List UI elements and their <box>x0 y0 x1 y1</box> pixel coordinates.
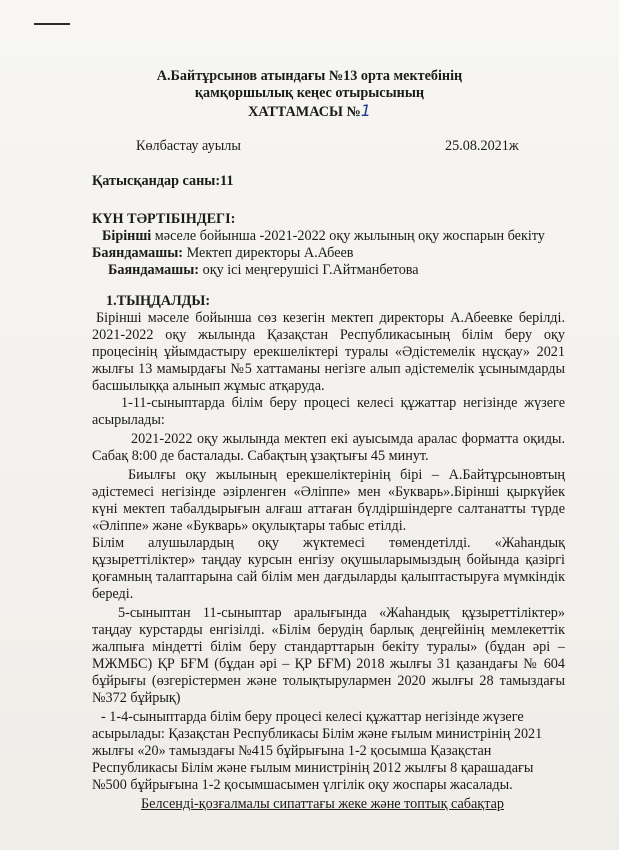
body-line: Сабақ 8:00 де басталады. Сабақтың ұзақтығы 45 минут. <box>92 448 429 464</box>
agenda-title: КҮН ТӘРТІБІНДЕГІ: <box>92 211 236 227</box>
body-line: 1-11-сыныптарда білім беру процесі келесі құжаттар негізінде жүзеге <box>121 395 565 411</box>
body-line: Бірінші мәселе бойынша сөз кезегін мектеп директоры А.Абеевке берілді. <box>96 310 565 326</box>
body-line: 2021-2022 оқу жылында Қазақстан Республикасының білім беру оқу <box>92 327 565 343</box>
body-line: Республикасы Білім және ғылым министрінің 2012 жылғы 8 қарашадағы <box>92 760 534 776</box>
body-line: 5-сыныптан 11-сыныптар аралығында «Жаһандық құзыреттіліктер» <box>118 605 565 621</box>
header-council: қамқоршылық кеңес отырысының <box>194 85 425 101</box>
body-line: «Әліппе» және «Букварь» оқулықтары табыс етілді. <box>92 518 407 534</box>
body-line: құзыреттіліктер» таңдау курсын енгізу оқушыларымыздың бойында қазіргі <box>92 552 565 568</box>
body-line: асырылады: <box>92 412 165 428</box>
agenda-item-1-text: мәселе бойынша -2021-2022 оқу жылының оқу жоспарын бекіту <box>151 228 545 244</box>
agenda-item-1 <box>102 228 545 245</box>
header-school-name: А.Байтұрсынов атындағы №13 орта мектебінің <box>156 68 463 84</box>
body-line: жылғы «20» тамыздағы №415 бұйрығына 1-2 қосымша Қазақстан <box>92 743 492 759</box>
speaker-2 <box>108 262 419 279</box>
body-line: күні мектеп табалдырығын алғаш аттаған бүлдіршіндерге салтанатты түрде <box>92 501 565 517</box>
body-line: бұйрығы (өзгерістермен және толықтырулармен 2020 жылғы 28 тамыздағы <box>92 673 565 689</box>
body-line: процесінің ұйымдастыру ерекшеліктері туралы «Әдістемелік нұсқау» 2021 <box>92 344 565 360</box>
body-line: МЖМБС) ҚР БҒМ (бұдан әрі – ҚР БҒМ) 2018 жылғы 31 қазандағы № 604 <box>92 656 565 672</box>
pen-mark <box>34 23 70 25</box>
body-line: береді. <box>92 586 134 602</box>
handwritten-number: 1 <box>360 101 371 120</box>
speaker-1 <box>92 245 354 262</box>
participants: Қатысқандар саны:11 <box>92 173 234 189</box>
speaker-2-label: Баяндамашы: <box>108 262 200 278</box>
body-line: таңдау курстарды енгізілді. «Білім берудің барлық деңгейінің мемлекеттік <box>92 622 565 638</box>
body-line: 2021-2022 оқу жылында мектеп екі ауысымда аралас форматта оқиды. <box>131 431 565 447</box>
speaker-1-text: Мектеп директоры А.Абеев <box>183 245 354 261</box>
body-line-underlined: Белсенді-қозғалмалы сипаттағы жеке және топтық сабақтар <box>141 796 504 812</box>
body-line: №500 бұйрығына 1-2 қосымшасымен үлгілік оқу жоспары жасалады. <box>92 777 513 793</box>
body-line: басшылыққа алынып жұмыс атқаруда. <box>92 378 325 394</box>
body-line: асырылады: Қазақстан Республикасы Білім және ғылым министрінің 2021 <box>92 726 543 742</box>
body-line: - 1-4-сыныптарда білім беру процесі келесі құжаттар негізінде жүзеге <box>101 709 524 725</box>
title-text: ХАТТАМАСЫ № <box>248 104 361 120</box>
speaker-2-text: оқу ісі меңгерушісі Г.Айтманбетова <box>199 262 419 278</box>
place: Көлбастау ауылы <box>136 138 241 154</box>
body-line: Биылғы оқу жылының ерекшеліктерінің бірі – А.Байтұрсыновтың <box>128 467 565 483</box>
body-line: жалпыға міндетті білім беру стандарттарын бекіту туралы» (бұдан әрі – <box>92 639 565 655</box>
body-line: жылғы 13 мамырдағы №5 хаттаманы негізге алып әдістемелік ұсынымдарды <box>92 361 565 377</box>
document-title <box>0 102 619 121</box>
body-line: әдістемесі негізінде әзірленген «Әліппе» мен «Букварь».Бірінші қыркүйек <box>92 484 565 500</box>
agenda-item-1-bold: Бірінші <box>102 228 152 244</box>
body-line: Білім алушылардың оқу жүктемесі төмендетілді. «Жаһандық <box>92 535 565 551</box>
speaker-1-label: Баяндамашы: <box>92 245 184 261</box>
date: 25.08.2021ж <box>445 138 519 154</box>
section-1-title: 1.ТЫҢДАЛДЫ: <box>106 293 211 309</box>
body-line: №372 бұйрық) <box>92 690 181 706</box>
body-line: қоғамның талаптарына сай білім мен дағдыларды қалыптастыруға мүмкіндік <box>92 569 565 585</box>
